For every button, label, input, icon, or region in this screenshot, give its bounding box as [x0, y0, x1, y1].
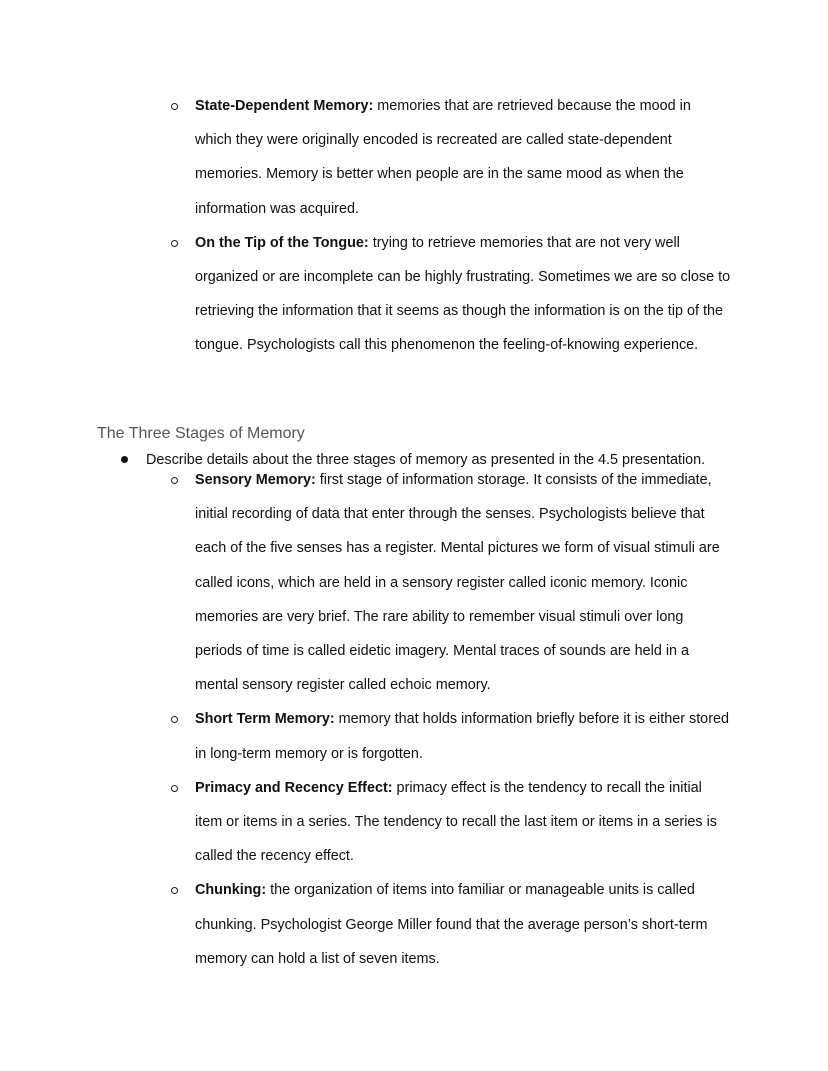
- hollow-bullet-icon: [171, 477, 178, 484]
- term-description: first stage of information storage. It consists of the immediate, initial recording of data that enter through the senses. Psychologists believe that each of the five senses has a register. Mental pictures we form of visual stimuli are called icons, which are held in a sensory register called iconic memory. Iconic memories are very brief. The rare ability to remember visual stimuli over long periods of time is called eidetic imagery. Mental traces of sounds are held in a mental sensory register called echoic memory.: [195, 472, 720, 694]
- term-label: Primacy and Recency Effect:: [195, 779, 393, 796]
- list-item-text: [195, 226, 731, 363]
- term-description: trying to retrieve memories that are not very well organized or are incomplete can be highly frustrating. Sometimes we are so close to retrieving the information that it seems as though the information is on the tip of the tongue. Psychologists call this phenomenon the feeling-of-knowing experience.: [195, 234, 731, 354]
- list-item-short-term-memory: [0, 702, 828, 770]
- section-heading: The Three Stages of Memory: [97, 425, 305, 442]
- hollow-bullet-icon: [171, 716, 178, 723]
- term-description: the organization of items into familiar or manageable units is called chunking. Psychologist George Miller found that the average person’s short-term memory can hold a list of seven items.: [195, 882, 708, 967]
- term-label: Sensory Memory:: [195, 472, 316, 488]
- term-description: primacy effect is the tendency to recall the initial item or items in a series. The tendency to recall the last item or items in a series is called the recency effect.: [195, 779, 717, 865]
- list-item-text: [195, 89, 731, 226]
- term-label: State-Dependent Memory:: [195, 98, 374, 114]
- term-label: Chunking:: [195, 882, 267, 899]
- list-item-text: [195, 873, 731, 976]
- memory-retrieval-list: [0, 89, 828, 363]
- list-item-state-dependent: [0, 89, 828, 226]
- hollow-bullet-icon: [171, 887, 178, 894]
- hollow-bullet-icon: [171, 240, 178, 247]
- list-item-text: [195, 702, 731, 770]
- list-item-primacy-recency: [0, 771, 828, 874]
- term-label: On the Tip of the Tongue:: [195, 234, 369, 251]
- list-item-tip-of-tongue: [0, 226, 828, 363]
- hollow-bullet-icon: [171, 103, 178, 110]
- list-item-chunking: [0, 873, 828, 976]
- memory-stages-list: [0, 463, 828, 976]
- term-label: Short Term Memory:: [195, 711, 335, 728]
- term-description: memories that are retrieved because the mood in which they were originally encoded is recreated are called state-dependent memories. Memory is better when people are in the same mood as when the information was acquired.: [195, 98, 691, 217]
- hollow-bullet-icon: [171, 785, 178, 792]
- list-item-text: [195, 771, 731, 874]
- list-item-sensory-memory: [0, 463, 828, 702]
- list-item-text: [195, 463, 731, 702]
- filled-bullet-icon: [121, 456, 128, 463]
- term-description: memory that holds information briefly before it is either stored in long-term memory or is forgotten.: [195, 711, 729, 762]
- bullet-text: Describe details about the three stages of memory as presented in the 4.5 presentation.: [146, 452, 706, 468]
